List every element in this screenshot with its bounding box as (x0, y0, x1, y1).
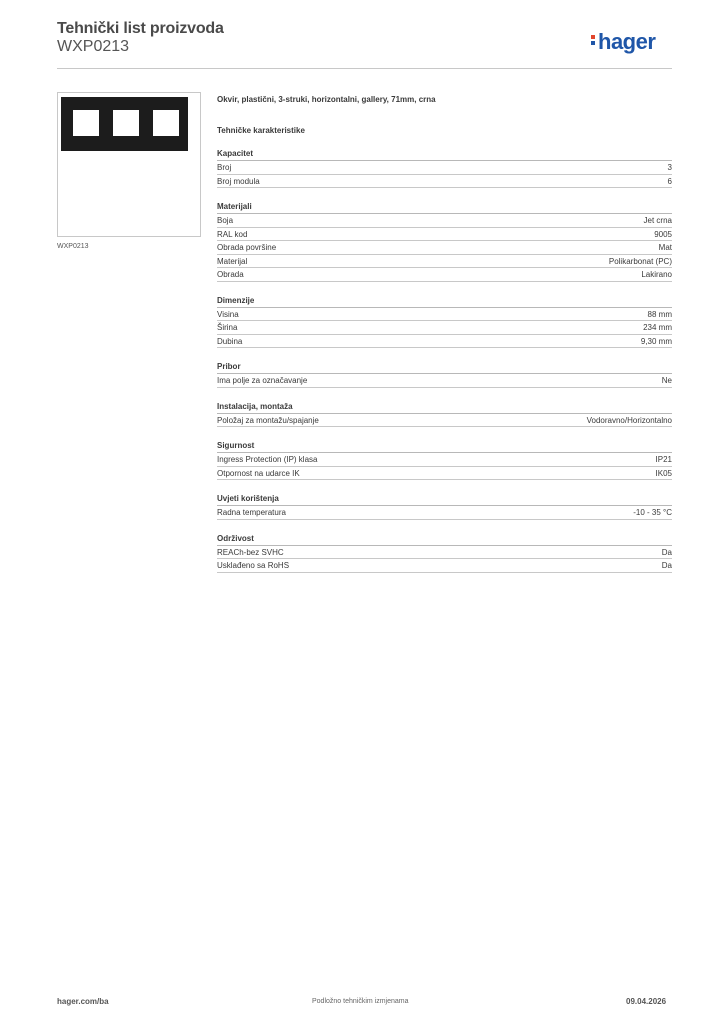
spec-group (217, 362, 672, 388)
spec-label: Ingress Protection (IP) klasa (217, 455, 318, 464)
group-title: Materijali (217, 202, 672, 214)
spec-row (217, 241, 672, 255)
frame-slot (113, 110, 139, 136)
group-title: Kapacitet (217, 149, 672, 161)
spec-row (217, 321, 672, 335)
spec-label: Ima polje za označavanje (217, 376, 308, 385)
spec-label: Boja (217, 216, 234, 225)
spec-value: Mat (658, 243, 672, 252)
footer-date: 09.04.2026 (626, 997, 667, 1006)
spec-value: Jet crna (643, 216, 672, 225)
frame-picture (61, 97, 188, 151)
spec-row (217, 414, 672, 428)
spec-section (217, 95, 672, 587)
tech-heading: Tehničke karakteristike (217, 126, 305, 135)
spec-value: Vodoravno/Horizontalno (586, 415, 672, 425)
spec-label: Obrada površine (217, 243, 277, 252)
image-caption: WXP0213 (57, 243, 89, 250)
spec-row (217, 559, 672, 573)
spec-row (217, 546, 672, 560)
spec-row (217, 374, 672, 388)
spec-value: 9005 (654, 229, 672, 239)
footer-note: Podložno tehničkim izmjenama (312, 998, 409, 1005)
spec-groups (217, 149, 672, 573)
spec-value: Ne (661, 376, 672, 385)
logo-dots-icon (591, 33, 596, 47)
spec-row (217, 214, 672, 228)
spec-value: 3 (667, 163, 672, 172)
spec-label: Broj (217, 163, 232, 172)
spec-value: IK05 (655, 468, 672, 478)
spec-value: IP21 (655, 455, 672, 464)
spec-value: Lakirano (641, 270, 672, 279)
spec-label: Materijal (217, 256, 248, 266)
spec-value: Da (661, 561, 672, 570)
spec-row (217, 175, 672, 189)
spec-label: Položaj za montažu/spajanje (217, 415, 319, 425)
product-description: Okvir, plastični, 3-struki, horizontalni, gallery, 71mm, crna (217, 95, 436, 104)
spec-row (217, 467, 672, 481)
group-title: Pribor (217, 362, 672, 374)
spec-row (217, 268, 672, 282)
spec-row (217, 228, 672, 242)
spec-label: Radna temperatura (217, 508, 286, 517)
spec-label: Dubina (217, 336, 243, 346)
spec-row (217, 308, 672, 322)
group-title: Dimenzije (217, 296, 672, 308)
frame-slot (73, 110, 99, 136)
page-title: Tehnički list proizvoda (57, 20, 224, 37)
spec-label: RAL kod (217, 229, 248, 239)
spec-group (217, 202, 672, 282)
spec-value: -10 - 35 °C (633, 508, 672, 517)
spec-value: 88 mm (647, 309, 672, 319)
spec-label: Usklađeno sa RoHS (217, 561, 290, 570)
spec-value: Da (661, 547, 672, 557)
spec-value: 6 (667, 176, 672, 186)
spec-group (217, 441, 672, 480)
group-title: Održivost (217, 534, 672, 546)
spec-group (217, 296, 672, 349)
spec-label: Otpornost na udarce IK (217, 468, 300, 478)
spec-value: 9,30 mm (640, 336, 672, 346)
footer-website: hager.com/ba (57, 997, 109, 1006)
header-divider (57, 68, 672, 69)
spec-group (217, 534, 672, 573)
spec-value: Polikarbonat (PC) (608, 256, 672, 266)
group-title: Instalacija, montaža (217, 402, 672, 414)
spec-label: Obrada (217, 270, 244, 279)
spec-label: Širina (217, 323, 238, 332)
spec-row (217, 335, 672, 349)
spec-label: Visina (217, 309, 239, 319)
spec-label: Broj modula (217, 176, 260, 186)
spec-value: 234 mm (643, 323, 672, 332)
group-title: Uvjeti korištenja (217, 494, 672, 506)
frame-slot (153, 110, 179, 136)
logo-text: hager (598, 29, 656, 54)
spec-row (217, 255, 672, 269)
spec-group (217, 402, 672, 428)
spec-label: REACh-bez SVHC (217, 547, 284, 557)
product-image (57, 92, 201, 237)
spec-row (217, 453, 672, 467)
spec-row (217, 506, 672, 520)
spec-row (217, 161, 672, 175)
spec-group (217, 149, 672, 188)
product-code: WXP0213 (57, 38, 130, 55)
spec-group (217, 494, 672, 520)
group-title: Sigurnost (217, 441, 672, 453)
hager-logo (591, 29, 655, 55)
